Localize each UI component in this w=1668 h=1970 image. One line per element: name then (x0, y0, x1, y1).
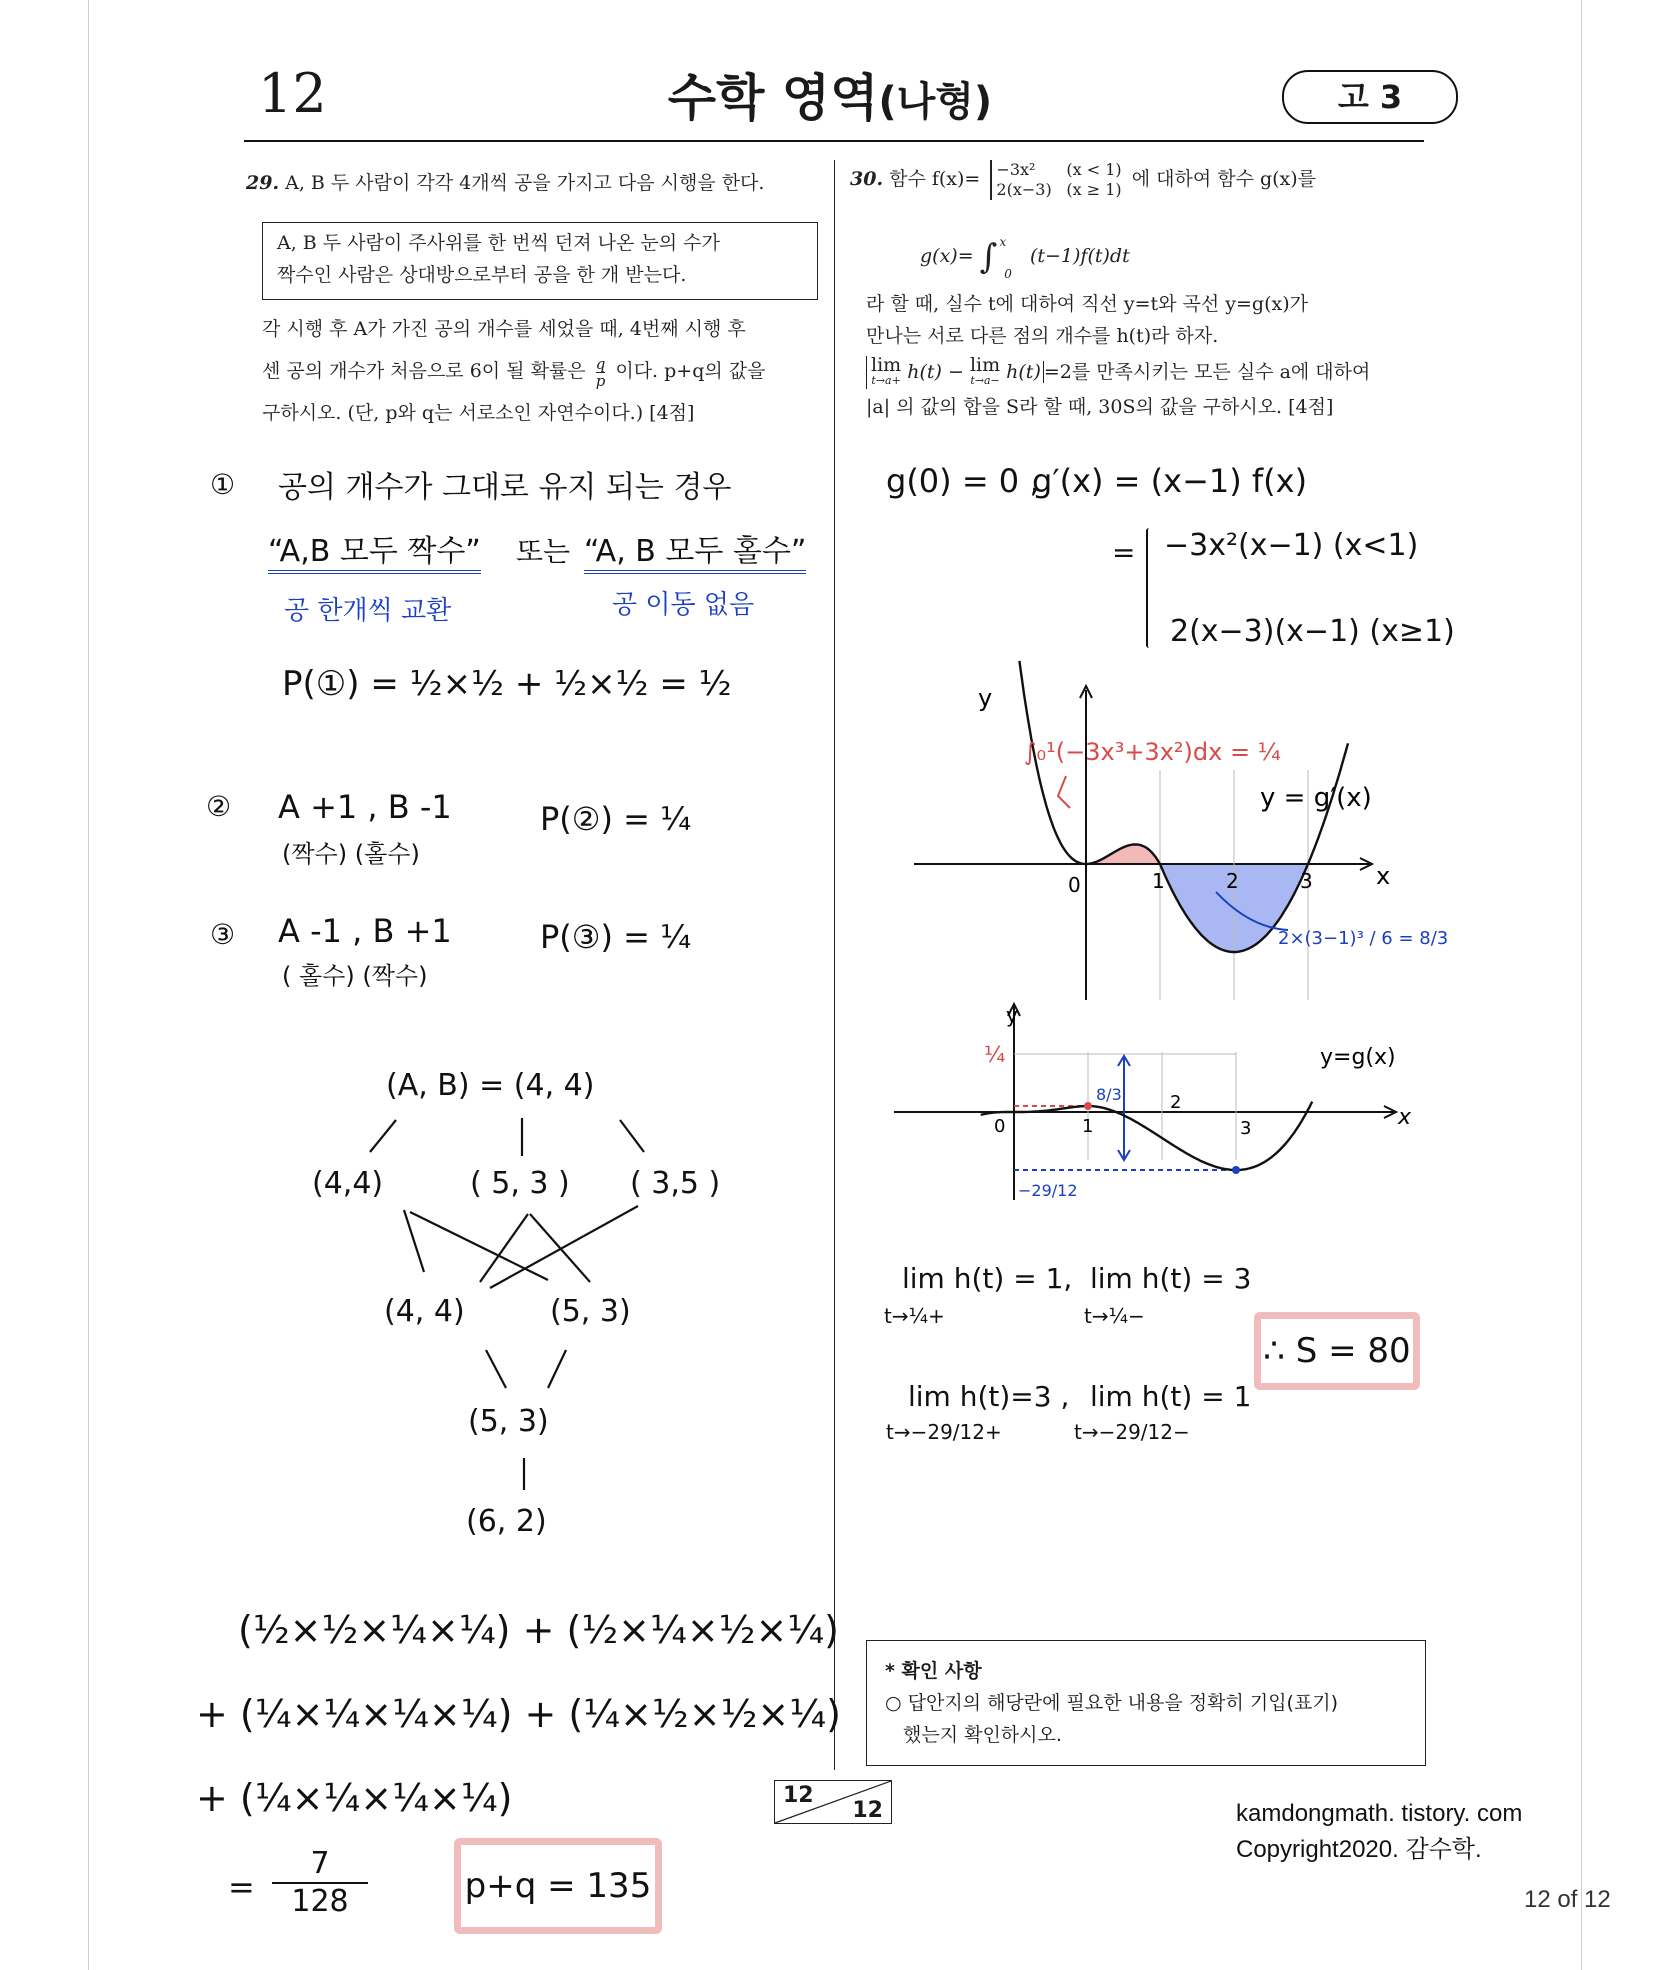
q30-lim1: lim (871, 354, 902, 376)
footer-site: kamdongmath. tistory. com (1236, 1800, 1523, 1827)
case1-title: 공의 개수가 그대로 유지 되는 경우 (278, 470, 732, 505)
g-tick-1: 1 (1082, 1116, 1094, 1137)
lim-b-sub: t→¼− (1084, 1304, 1145, 1328)
case1-quote1: “A,B 모두 짝수” (268, 526, 481, 574)
q30-lim-mid: h(t) − (907, 361, 964, 383)
q30-line4: |a| 의 값의 합을 S라 할 때, 30S의 값을 구하시오. [4점] (866, 396, 1334, 418)
arrow-2b-3 (548, 1350, 566, 1388)
q29-frac-num: q (595, 354, 606, 373)
q30-int-upper: x (999, 235, 1007, 249)
q30-lim1-sub: t→a+ (871, 374, 901, 387)
gprime-integral-arrow (1058, 776, 1070, 808)
gprime-def: g′(x) = (x−1) f(x) (1032, 462, 1308, 500)
q30-intro (850, 160, 1430, 200)
q30-body (866, 288, 1436, 423)
g-origin: 0 (994, 1116, 1006, 1137)
case3-prob: P(③) = ¼ (540, 918, 692, 956)
q30-lim-tail: h(t) (1006, 361, 1044, 383)
case2-label: ② (206, 790, 232, 823)
q30-number: 30. (850, 168, 884, 190)
lim-c-sub: t→−29/12+ (886, 1420, 1002, 1444)
gprime-eq: = (1112, 536, 1136, 569)
g-max-label: ¼ (984, 1043, 1006, 1068)
gprime-y-label: y (978, 684, 993, 712)
q30-case1-cond: (x < 1) (1066, 160, 1122, 179)
lim-c: lim h(t)=3 , (908, 1380, 1070, 1413)
tree-l2-a: (4, 4) (384, 1294, 465, 1329)
sum-line1: (½×½×¼×¼) + (½×¼×½×¼) (238, 1608, 839, 1652)
result-num: 7 (272, 1846, 368, 1884)
q30-func-def-tail: 에 대하여 함수 g(x)를 (1131, 168, 1317, 190)
arrow-root-a (370, 1120, 396, 1152)
gprime-tick-3: 3 (1300, 869, 1313, 893)
gprime-tick-2: 2 (1226, 869, 1239, 893)
tree-arrow-lines (370, 1118, 644, 1490)
gprime-tick-1: 1 (1152, 869, 1165, 893)
gprime-origin: 0 (1068, 873, 1081, 897)
gprime-x-label: x (1376, 862, 1391, 890)
arrow-2a-3 (486, 1350, 506, 1388)
g-x-label: x (1398, 1105, 1412, 1130)
q30-line1: 라 할 때, 실수 t에 대하여 직선 y=t와 곡선 y=g(x)가 (866, 293, 1308, 315)
g0-value: g(0) = 0 , (886, 462, 1040, 500)
page-indicator: 12 of 12 (1524, 1886, 1611, 1913)
check-title: * 확인 사항 (885, 1660, 982, 1682)
q29-frac-den: p (595, 371, 606, 390)
tree-arrows (0, 0, 900, 1600)
q30-case2-cond: (x ≥ 1) (1066, 180, 1122, 199)
case1-prob: P(①) = ½×½ + ½×½ = ½ (282, 664, 732, 704)
arrow-a-a (404, 1210, 424, 1272)
gprime-area-note: 2×(3−1)³ / 6 = 8/3 (1278, 928, 1449, 949)
g-min-label: −29/12 (1018, 1181, 1078, 1200)
g-min-point (1232, 1166, 1240, 1174)
case-brace (1146, 528, 1152, 648)
graph-gprime (900, 680, 1449, 1010)
case1-label: ① (210, 468, 236, 501)
exam-type: (나형) (878, 79, 993, 125)
case2-move: A +1 , B -1 (278, 788, 452, 826)
q30-line2: 만나는 서로 다른 점의 개수를 h(t)라 하자. (866, 325, 1219, 347)
q29-line1: 각 시행 후 A가 가진 공의 개수를 세었을 때, 4번째 시행 후 (262, 318, 746, 340)
sum-equals: = (228, 1868, 255, 1906)
g-tick-2: 2 (1170, 1092, 1182, 1113)
result-den: 128 (291, 1884, 349, 1919)
g-diff-label: 8/3 (1096, 1085, 1122, 1104)
q30-g-lhs: g(x)= (920, 245, 974, 267)
q30-integral-sign: ∫ (979, 237, 998, 277)
case3-label: ③ (210, 918, 236, 951)
tree-l1-c: ( 3,5 ) (630, 1166, 721, 1201)
q29-line2-a: 센 공의 개수가 처음으로 6이 될 확률은 (262, 360, 586, 382)
lim-d: lim h(t) = 1 (1090, 1380, 1252, 1413)
grade-badge: 고 3 (1282, 70, 1458, 124)
q29-intro-text: A, B 두 사람이 각각 4개씩 공을 가지고 다음 시행을 한다. (285, 172, 765, 194)
q30-case2-expr: 2(x−3) (996, 180, 1052, 199)
g-tick-3: 3 (1240, 1118, 1252, 1139)
case2-sub: (짝수) (홀수) (282, 840, 420, 868)
footer-page-box (774, 1780, 892, 1824)
q29-line2-b: 이다. p+q의 값을 (615, 360, 766, 382)
lim-b: lim h(t) = 3 (1090, 1262, 1252, 1295)
sum-line3: + (¼×¼×¼×¼) (196, 1776, 513, 1820)
q30-int-lower: 0 (1004, 267, 1012, 281)
gprime-curve-label: y = g′(x) (1260, 783, 1372, 813)
case2-prob: P(②) = ¼ (540, 800, 692, 838)
arrow-root-c (620, 1120, 644, 1152)
g-max-point (1084, 1102, 1092, 1110)
g-y-label: y (1006, 1003, 1018, 1027)
graph-g (880, 1000, 1420, 1220)
arrow-c-a (490, 1206, 638, 1288)
q30-answer-box: ∴ S = 80 (1254, 1312, 1420, 1390)
q29-answer-box: p+q = 135 (454, 1838, 662, 1934)
g-curve-label: y=g(x) (1320, 1045, 1396, 1070)
footer-box-b: 12 (852, 1798, 883, 1823)
tree-l1-a: (4,4) (312, 1166, 384, 1201)
check-item2: 했는지 확인하시오. (903, 1724, 1062, 1746)
case3-sub: ( 홀수) (짝수) (282, 962, 428, 990)
footer-box-a: 12 (783, 1783, 814, 1808)
gprime-case1: −3x²(x−1) (x<1) (1164, 528, 1419, 563)
case1-note2: 공 이동 없음 (612, 590, 755, 620)
q30-integrand: (t−1)f(t)dt (1029, 245, 1130, 267)
q30-case1-expr: −3x² (996, 160, 1036, 179)
tree-root: (A, B) = (4, 4) (386, 1068, 595, 1103)
arrow-a-b (410, 1212, 548, 1280)
q30-piecewise (990, 160, 1121, 200)
q29-line3: 구하시오. (단, p와 q는 서로소인 자연수이다.) [4점] (262, 402, 695, 424)
q30-func-def: 함수 f(x)= (889, 168, 981, 190)
tree-l2-b: (5, 3) (550, 1294, 631, 1329)
q30-g-definition (920, 232, 1220, 281)
lim-a-sub: t→¼+ (884, 1304, 945, 1328)
footer-credit (1236, 1796, 1522, 1868)
footer-copyright: Copyright2020. 감수학. (1236, 1836, 1482, 1863)
case1-or: 또는 (516, 535, 571, 568)
case1-note1: 공 한개씩 교환 (284, 596, 452, 626)
lim-d-sub: t→−29/12− (1074, 1420, 1190, 1444)
gprime-case2: 2(x−3)(x−1) (x≥1) (1170, 614, 1455, 649)
subject-title: 수학 영역 (667, 69, 879, 127)
gprime-integral-note: ∫₀¹(−3x³+3x²)dx = ¼ (1024, 738, 1281, 766)
case3-move: A -1 , B +1 (278, 912, 452, 950)
tree-l4: (6, 2) (466, 1504, 547, 1539)
q29-box-line2: 짝수인 사람은 상대방으로부터 공을 한 개 받는다. (277, 264, 687, 286)
q29-box-line1: A, B 두 사람이 주사위를 한 번씩 던져 나온 눈의 수가 (277, 232, 720, 254)
tree-l3: (5, 3) (468, 1404, 549, 1439)
lim-a: lim h(t) = 1, (902, 1262, 1073, 1295)
sum-result (272, 1846, 368, 1920)
q30-lim2: lim (969, 354, 1001, 376)
q30-line3 (866, 356, 1436, 389)
check-item: ○ 답안지의 해당란에 필요한 내용을 정확히 기입(표기) (885, 1692, 1339, 1714)
check-notice (866, 1640, 1426, 1766)
tree-l1-b: ( 5, 3 ) (470, 1166, 570, 1201)
sum-line2: + (¼×¼×¼×¼) + (¼×½×½×¼) (196, 1692, 841, 1736)
page-number: 12 (258, 62, 327, 125)
q30-line3-tail: =2를 만족시키는 모든 실수 a에 대하여 (1043, 361, 1371, 383)
q30-lim2-sub: t→a− (970, 374, 1000, 387)
case1-quote2: “A, B 모두 홀수” (584, 526, 806, 574)
q29-number: 29. (246, 172, 280, 194)
